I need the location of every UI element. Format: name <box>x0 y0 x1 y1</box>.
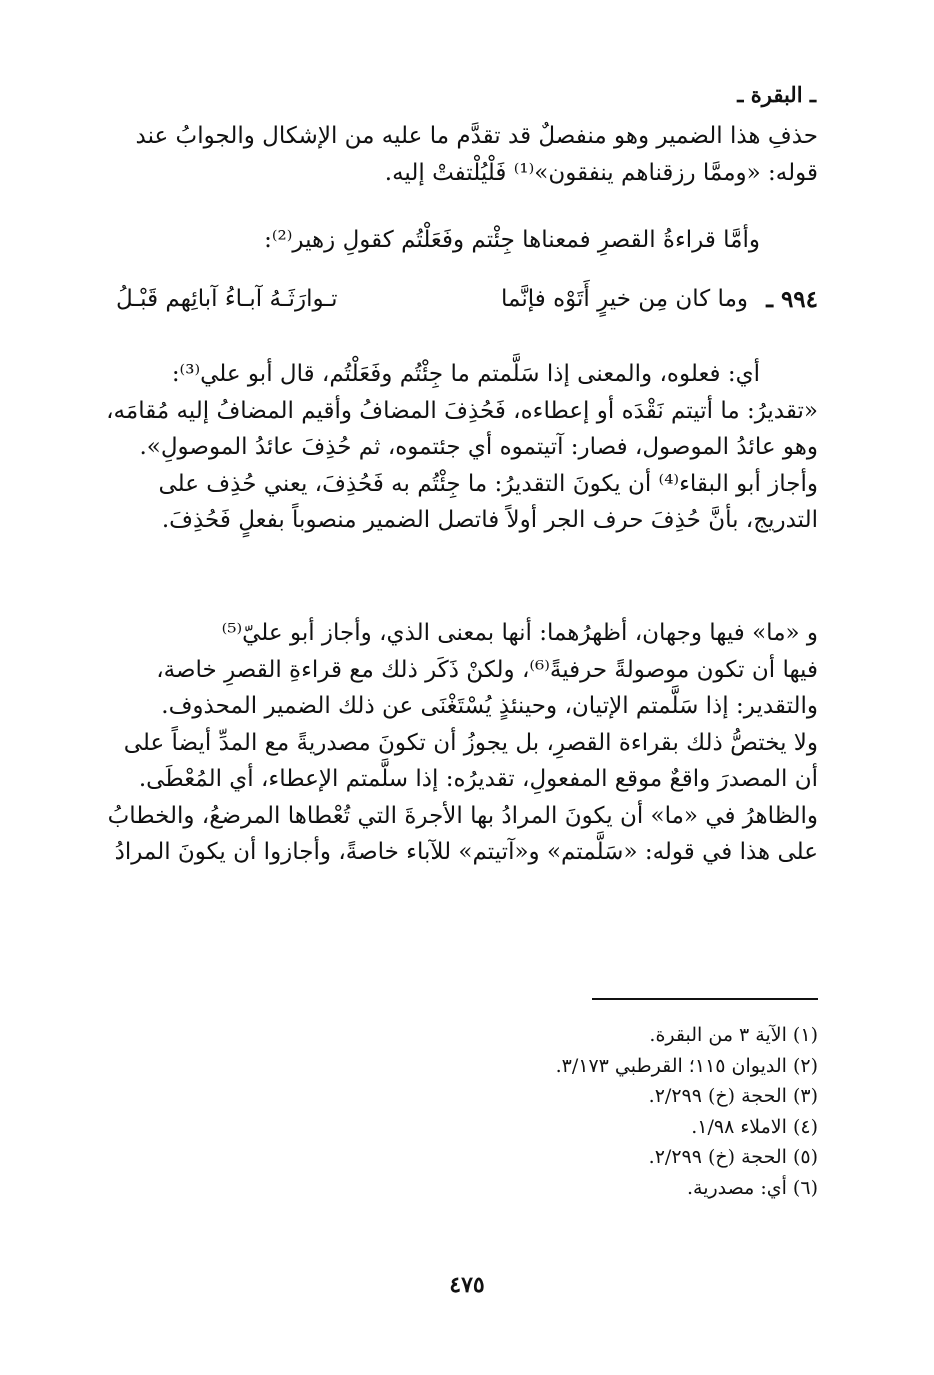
text-line: والظاهرُ في «ما» أن يكونَ المرادُ بها الأجرةَ التي تُعْطاها المرضعُ، والخطابُ <box>107 802 818 829</box>
text-line: فيها أن تكون موصولةً حرفيةً⁽⁶⁾، ولكنْ ذَكَر ذلك مع قراءةِ القصرِ خاصة، <box>156 656 818 683</box>
footnote-separator <box>592 998 818 1000</box>
paragraph-3 <box>106 356 818 539</box>
paragraph-1 <box>116 118 818 191</box>
verse-number: ٩٩٤ ـ <box>766 286 818 313</box>
text-line: أي: فعلوه، والمعنى إذا سَلَّمتم ما جِئْتُم وفَعَلْتُم، قال أبو علي⁽³⁾: <box>171 361 760 387</box>
text-line: على هذا في قوله: «سَلَّمتم» و«آتيتم» للآباء خاصةً، وأجازوا أن يكونَ المرادُ <box>114 839 818 865</box>
text-line: وأمَّا قراءةُ القصرِ فمعناها جِئْتم وفَعَلْتُم كقولِ زهير⁽²⁾: <box>264 227 760 253</box>
footnote: (٦) أي: مصدرية. <box>686 1176 818 1199</box>
paragraph-4 <box>107 615 818 871</box>
text-line: و «ما» فيها وجهان، أظهرُهما: أنها بمعنى الذي، وأجاز أبو عليّ⁽⁵⁾ <box>221 620 818 646</box>
page-number: ٤٧٥ <box>449 1272 485 1298</box>
footnote: (٤) الاملاء ١/٩٨. <box>691 1115 818 1138</box>
footnote: (١) الآية ٣ من البقرة. <box>649 1024 818 1046</box>
text-line: «تقديرُ: ما أتيتم نَقْدَه أو إعطاءه، فَحُذِفَ المضافُ وأقيم المضافُ إليه مُقامَه، <box>106 397 818 424</box>
first-hemistich: وما كان مِن خيرٍ أَتَوْه فإنَّما <box>501 286 748 312</box>
text-line: قوله: «وممَّا رزقناهم ينفقون»⁽¹⁾ فَلْيُلْتفتْ إليه. <box>384 159 818 186</box>
text-line: والتقدير: إذا سَلَّمتم الإتيان، وحينئذٍ يُسْتَغْنَى عن ذلك الضمير المحذوف. <box>161 693 818 719</box>
text-line: حذفِ هذا الضمير وهو منفصلٌ قد تقدَّم ما عليه من الإشكال والجوابُ عند <box>135 123 818 149</box>
footnotes <box>556 1020 818 1203</box>
paragraph-2 <box>116 222 818 259</box>
text-line: وهو عائدُ الموصول، فصار: آتيتموه أي جئتموه، ثم حُذِفَ عائدُ الموصولِ». <box>139 434 818 460</box>
text-line: وأجاز أبو البقاء⁽⁴⁾ أن يكونَ التقديرُ: ما جِئْتُم به فَحُذِفَ، يعني حُذِف على <box>158 470 818 497</box>
poem-verse <box>116 286 818 326</box>
text-line: أن المصدرَ واقعٌ موقع المفعولِ، تقديرُه: إذا سلَّمتم الإعطاء، أي المُعْطَى. <box>138 766 818 792</box>
second-hemistich: تـوارَثَـهُ آبـاءُ آبائِهم قَبْـلُ <box>116 286 338 312</box>
running-header: ـ البقرة ـ <box>737 82 816 107</box>
text-line: التدريج، بأنَّ حُذِفَ حرف الجر أولاً فاتصل الضمير منصوباً بفعلٍ فَحُذِفَ. <box>161 507 818 533</box>
footnote: (٣) الحجة (خ) ٢/٢٩٩. <box>648 1085 818 1107</box>
text-line: ولا يختصُّ ذلك بقراءة القصرِ، بل يجوزُ أن تكونَ مصدريةً مع المدِّ أيضاً على <box>123 729 818 756</box>
footnote: (٥) الحجة (خ) ٢/٢٩٩. <box>648 1146 818 1168</box>
footnote: (٢) الديوان ١١٥؛ القرطبي ٣/١٧٣. <box>555 1054 818 1077</box>
